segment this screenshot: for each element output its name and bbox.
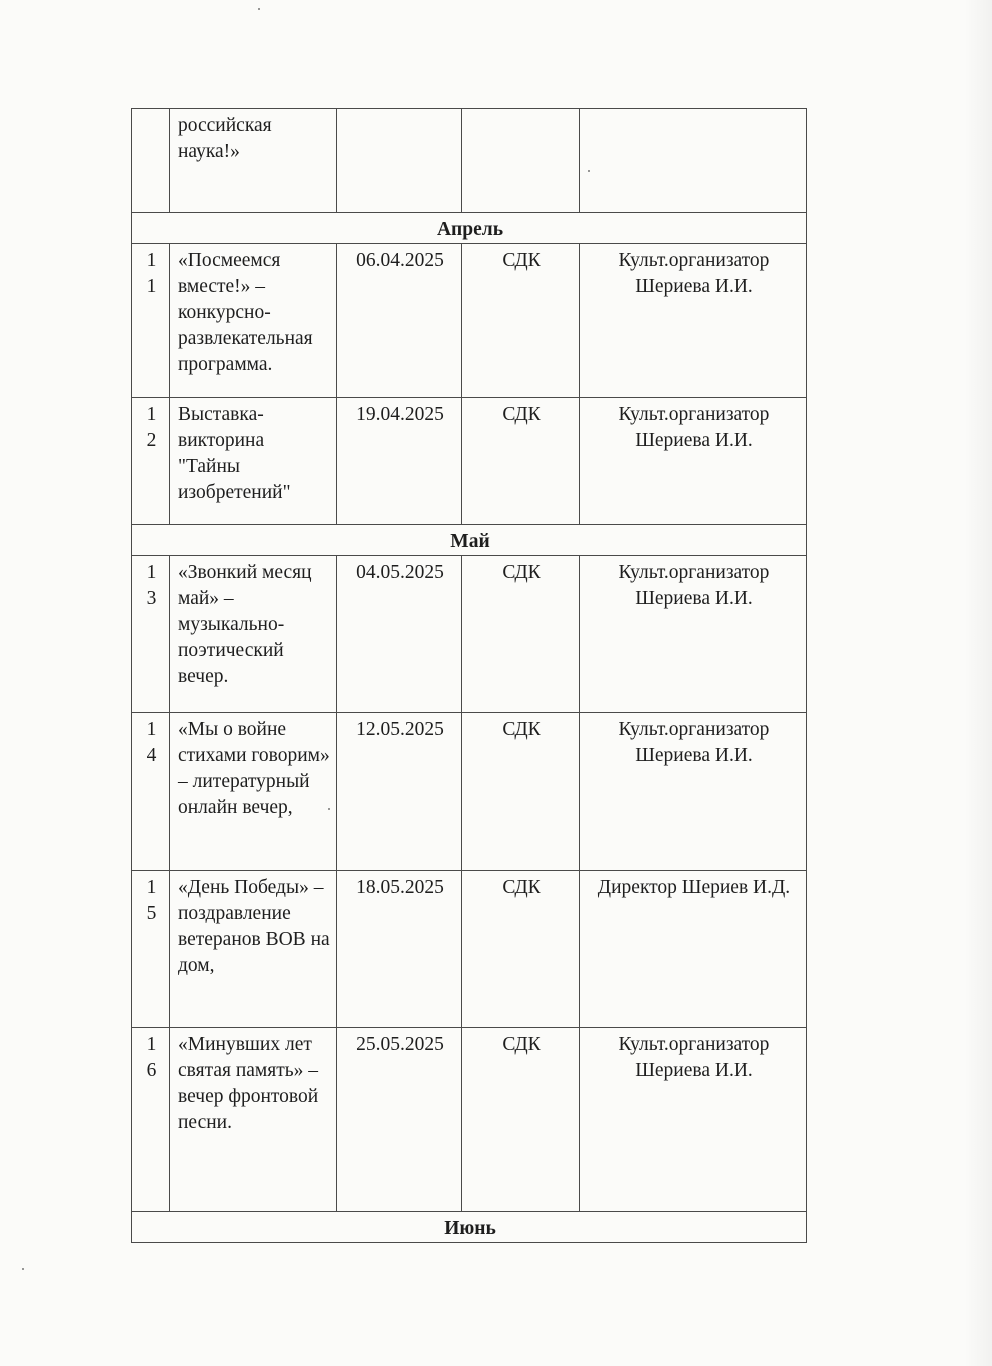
- event-date: 18.05.2025: [337, 871, 462, 1028]
- event-date: 06.04.2025: [337, 244, 462, 398]
- event-title: российская наука!»: [170, 109, 337, 213]
- event-place: СДК: [462, 244, 580, 398]
- event-title: «Мы о войне стихами говорим» – литературный онлайн вечер,: [170, 713, 337, 871]
- event-responsible: Культ.организатор Шериева И.И.: [580, 556, 807, 713]
- event-place: СДК: [462, 398, 580, 525]
- table-row: [132, 398, 807, 525]
- table-row: [132, 713, 807, 871]
- event-date: 25.05.2025: [337, 1028, 462, 1212]
- event-place: СДК: [462, 556, 580, 713]
- row-number: 1 1: [132, 244, 170, 398]
- table-row: [132, 244, 807, 398]
- month-row-april: [132, 213, 807, 244]
- event-title: «Минувших лет святая память» – вечер фронтовой песни.: [170, 1028, 337, 1212]
- month-heading: Июнь: [132, 1212, 807, 1243]
- row-number: 1 2: [132, 398, 170, 525]
- month-heading: Апрель: [132, 213, 807, 244]
- event-responsible: Культ.организатор Шериева И.И.: [580, 398, 807, 525]
- event-date: [337, 109, 462, 213]
- month-heading: Май: [132, 525, 807, 556]
- table-row: [132, 1028, 807, 1212]
- event-place: СДК: [462, 871, 580, 1028]
- event-responsible: [580, 109, 807, 213]
- event-responsible: Культ.организатор Шериева И.И.: [580, 1028, 807, 1212]
- event-responsible: Культ.организатор Шериева И.И.: [580, 713, 807, 871]
- event-date: 12.05.2025: [337, 713, 462, 871]
- row-number: 1 6: [132, 1028, 170, 1212]
- table-row: [132, 556, 807, 713]
- row-number: 1 5: [132, 871, 170, 1028]
- event-place: СДК: [462, 713, 580, 871]
- event-place: [462, 109, 580, 213]
- event-title: «Звонкий месяц май» – музыкально-поэтический вечер.: [170, 556, 337, 713]
- table-row-continued: [132, 109, 807, 213]
- event-date: 04.05.2025: [337, 556, 462, 713]
- event-title: «Посмеемся вместе!» – конкурсно-развлекательная программа.: [170, 244, 337, 398]
- row-number: 1 4: [132, 713, 170, 871]
- row-number: [132, 109, 170, 213]
- event-responsible: Директор Шериев И.Д.: [580, 871, 807, 1028]
- table-row: [132, 871, 807, 1028]
- month-row-may: [132, 525, 807, 556]
- month-row-june: [132, 1212, 807, 1243]
- events-table: [131, 108, 807, 1243]
- event-place: СДК: [462, 1028, 580, 1212]
- event-title: Выставка-викторина "Тайны изобретений": [170, 398, 337, 525]
- event-responsible: Культ.организатор Шериева И.И.: [580, 244, 807, 398]
- page-edge-shadow: [964, 0, 992, 1366]
- event-title: «День Победы» – поздравление ветеранов ВОВ на дом,: [170, 871, 337, 1028]
- row-number: 1 3: [132, 556, 170, 713]
- event-date: 19.04.2025: [337, 398, 462, 525]
